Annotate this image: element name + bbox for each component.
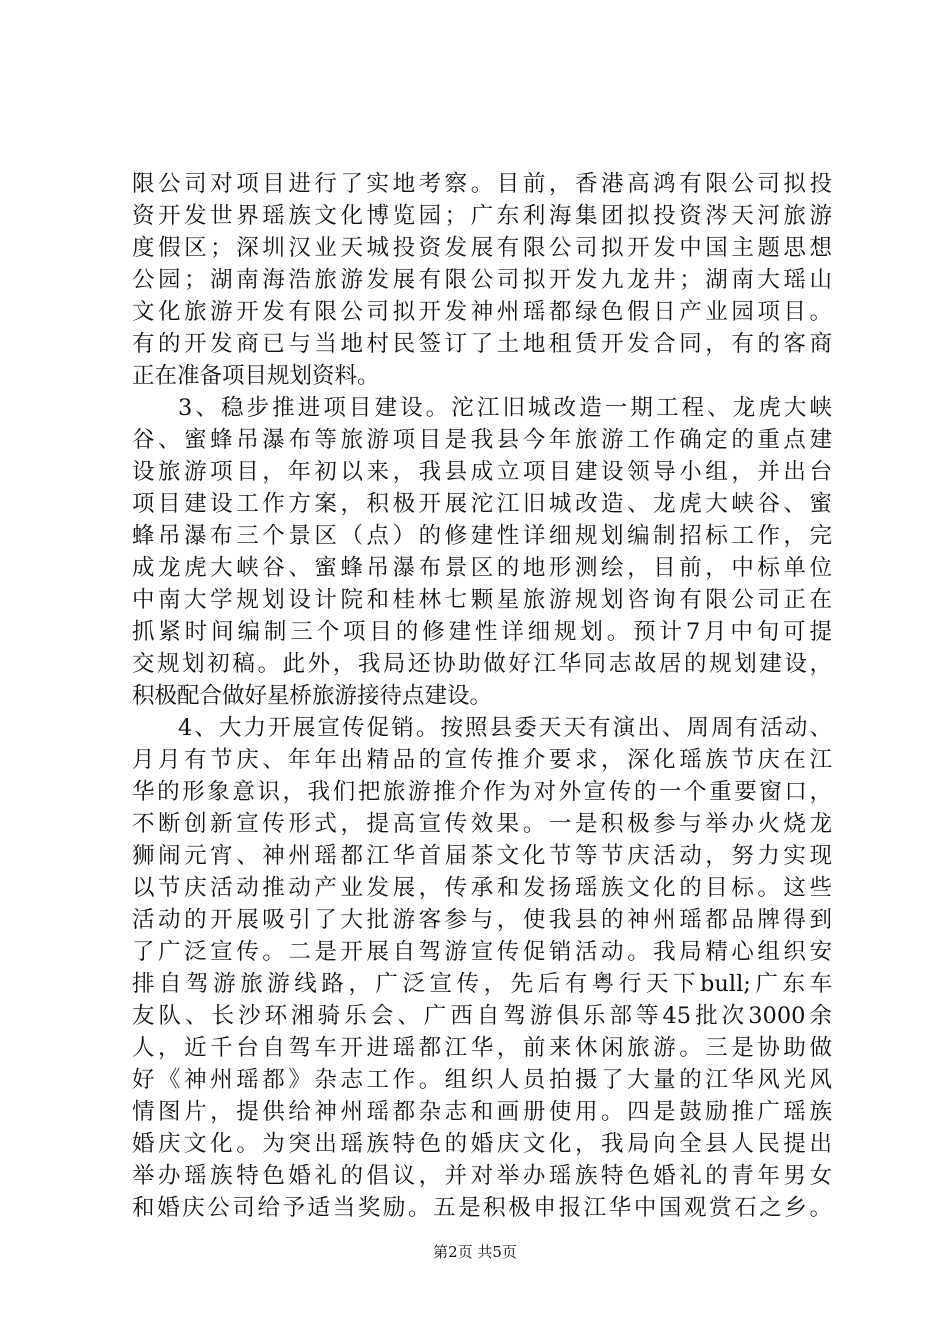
text-line: 华的形象意识，我们把旅游推介作为对外宣传的一个重要窗口， <box>132 779 832 805</box>
text-line: 排自驾游旅游线路，广泛宣传，先后有粤行天下bull;广东车 <box>132 971 832 997</box>
text-line: 设旅游项目，年初以来，我县成立项目建设领导小组，并出台 <box>132 459 832 485</box>
text-line: 蜂吊瀑布三个景区（点）的修建性详细规划编制招标工作，完 <box>132 523 832 549</box>
text-line: 4、大力开展宣传促销。按照县委天天有演出、周周有活动、 <box>178 715 832 741</box>
text-line: 成龙虎大峡谷、蜜蜂吊瀑布景区的地形测绘，目前，中标单位 <box>132 555 832 581</box>
text-line: 人，近千台自驾车开进瑶都江华，前来休闲旅游。三是协助做 <box>132 1035 832 1061</box>
text-line: 3、稳步推进项目建设。沱江旧城改造一期工程、龙虎大峡 <box>178 395 832 421</box>
text-line: 积极配合做好星桥旅游接待点建设。 <box>132 683 493 709</box>
text-line: 度假区；深圳汉业天城投资发展有限公司拟开发中国主题思想 <box>132 235 832 261</box>
text-line: 友队、长沙环湘骑乐会、广西自驾游俱乐部等45批次3000余 <box>132 1003 832 1029</box>
text-line: 限公司对项目进行了实地考察。目前，香港高鸿有限公司拟投 <box>132 171 832 197</box>
text-line: 抓紧时间编制三个项目的修建性详细规划。预计7月中旬可提 <box>132 619 832 645</box>
text-line: 正在准备项目规划资料。 <box>132 363 380 389</box>
text-line: 活动的开展吸引了大批游客参与，使我县的神州瑶都品牌得到 <box>132 907 832 933</box>
text-line: 举办瑶族特色婚礼的倡议，并对举办瑶族特色婚礼的青年男女 <box>132 1163 832 1189</box>
text-line: 中南大学规划设计院和桂林七颗星旅游规划咨询有限公司正在 <box>132 587 832 613</box>
text-line: 月月有节庆、年年出精品的宣传推介要求，深化瑶族节庆在江 <box>132 747 832 773</box>
text-line: 狮闹元宵、神州瑶都江华首届茶文化节等节庆活动，努力实现 <box>132 843 832 869</box>
text-line: 交规划初稿。此外，我局还协助做好江华同志故居的规划建设， <box>132 651 832 677</box>
text-line: 公园；湖南海浩旅游发展有限公司拟开发九龙井；湖南大瑶山 <box>132 267 832 293</box>
text-line: 和婚庆公司给予适当奖励。五是积极申报江华中国观赏石之乡。 <box>132 1195 832 1221</box>
text-line: 以节庆活动推动产业发展，传承和发扬瑶族文化的目标。这些 <box>132 875 832 901</box>
text-line: 谷、蜜蜂吊瀑布等旅游项目是我县今年旅游工作确定的重点建 <box>132 427 832 453</box>
text-line: 婚庆文化。为突出瑶族特色的婚庆文化，我局向全县人民提出 <box>132 1131 832 1157</box>
text-line: 资开发世界瑶族文化博览园；广东利海集团拟投资涔天河旅游 <box>132 203 832 229</box>
text-line: 不断创新宣传形式，提高宣传效果。一是积极参与举办火烧龙 <box>132 811 832 837</box>
text-line: 了广泛宣传。二是开展自驾游宣传促销活动。我局精心组织安 <box>132 939 832 965</box>
text-line: 情图片，提供给神州瑶都杂志和画册使用。四是鼓励推广瑶族 <box>132 1099 832 1125</box>
text-line: 有的开发商已与当地村民签订了土地租赁开发合同，有的客商 <box>132 331 832 357</box>
page-footer: 第2页 共5页 <box>433 1243 517 1261</box>
text-line: 项目建设工作方案，积极开展沱江旧城改造、龙虎大峡谷、蜜 <box>132 491 832 517</box>
text-line: 好《神州瑶都》杂志工作。组织人员拍摄了大量的江华风光风 <box>132 1067 832 1093</box>
text-line: 文化旅游开发有限公司拟开发神州瑶都绿色假日产业园项目。 <box>132 299 832 325</box>
body-text <box>132 168 832 1224</box>
